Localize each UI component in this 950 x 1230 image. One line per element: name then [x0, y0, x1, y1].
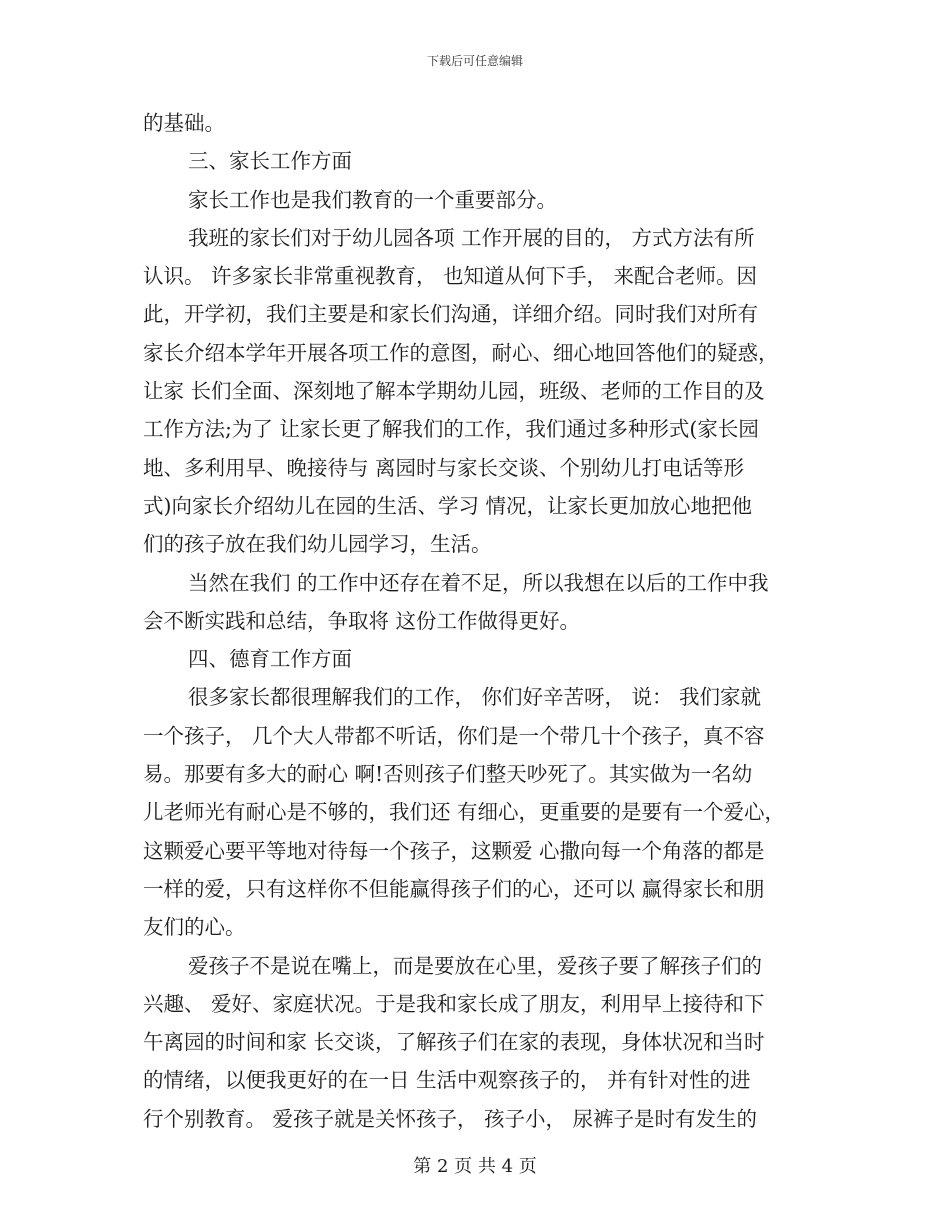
text-line: 家长介绍本学年开展各项工作的意图，耐心、细心地回答他们的疑惑，	[143, 340, 779, 365]
text-line: 很多家长都很理解我们的工作， 你们好辛苦呀， 说： 我们家就	[188, 685, 762, 710]
text-line: 让家 长们全面、深刻地了解本学期幼儿园，班级、老师的工作目的及	[143, 379, 765, 404]
text-line: 认识。 许多家长非常重视教育， 也知道从何下手， 来配合老师。因	[143, 264, 758, 289]
page-footer: 第 2 页 共 4 页	[413, 1156, 537, 1177]
text-line: 式)向家长介绍幼儿在园的生活、学习 情况，让家长更加放心地把他	[143, 493, 753, 518]
text-line: 兴趣、 爱好、家庭状况。于是我和家长成了朋友，利用早上接待和下	[143, 991, 765, 1016]
text-line: 友们的心。	[143, 915, 246, 940]
text-line: 爱孩子不是说在嘴上，而是要放在心里，爱孩子要了解孩子们的	[188, 953, 762, 978]
text-line: 一样的爱，只有这样你不但能赢得孩子们的心，还可以 赢得家长和朋	[143, 876, 765, 901]
text-line: 我班的家长们对于幼儿园各项 工作开展的目的， 方式方法有所	[188, 225, 755, 250]
text-line: 行个别教育。 爱孩子就是关怀孩子， 孩子小， 尿裤子是时有发生的	[143, 1106, 758, 1131]
text-line: 这颗爱心要平等地对待每一个孩子，这颗爱 心撒向每一个角落的都是	[143, 838, 765, 863]
section-heading: 四、德育工作方面	[188, 647, 352, 672]
text-line: 家长工作也是我们教育的一个重要部分。	[188, 187, 557, 212]
page-header: 下载后可任意编辑	[426, 54, 523, 68]
text-line: 们的孩子放在我们幼儿园学习，生活。	[143, 532, 492, 557]
text-line: 易。那要有多大的耐心 啊!否则孩子们整天吵死了。其实做为一名幼	[143, 762, 753, 787]
text-line: 一个孩子， 几个大人带都不听话，你们是一个带几十个孩子，真不容	[143, 723, 765, 748]
text-line: 午离园的时间和家 长交谈，了解孩子们在家的表现，身体状况和当时	[143, 1030, 765, 1055]
text-line: 儿老师光有耐心是不够的，我们还 有细心，更重要的是要有一个爱心，	[143, 800, 786, 825]
text-line: 的情绪，以便我更好的在一日 生活中观察孩子的， 并有针对性的进	[143, 1068, 751, 1093]
document-body	[143, 104, 811, 1138]
text-line: 此，开学初，我们主要是和家长们沟通，详细介绍。同时我们对所有	[143, 302, 758, 327]
text-line: 地、多利用早、晚接待与 离园时与家长交谈、个别幼儿打电话等形	[143, 455, 745, 480]
text-line: 当然在我们 的工作中还存在着不足，所以我想在以后的工作中我	[188, 570, 769, 595]
text-line: 工作方法;为了 让家长更了解我们的工作，我们通过多种形式(家长园	[143, 417, 759, 442]
text-line: 的基础。	[143, 111, 225, 135]
section-heading: 三、家长工作方面	[188, 149, 352, 174]
text-line: 会不断实践和总结，争取将 这份工作做得更好。	[143, 608, 581, 633]
